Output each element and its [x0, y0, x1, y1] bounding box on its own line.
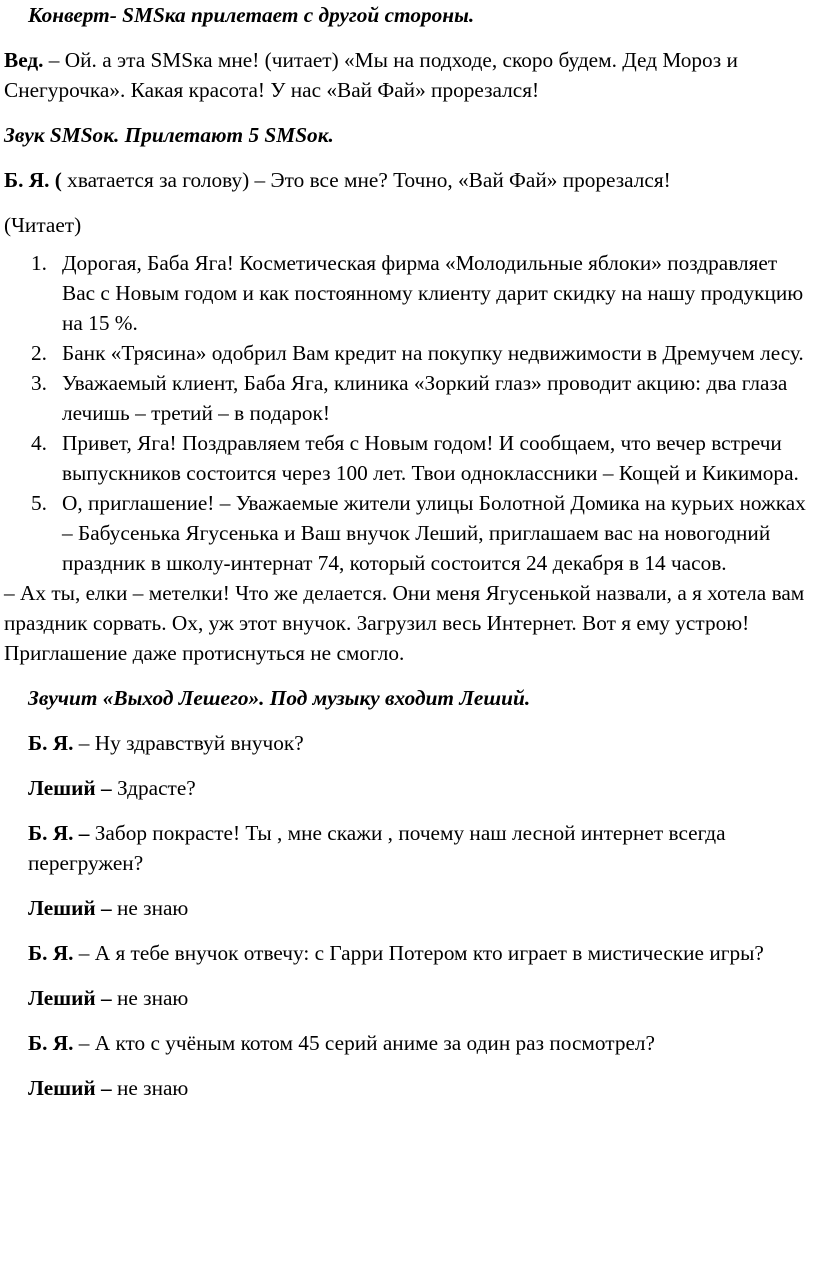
dialogue-line: [4, 983, 814, 1013]
speaker: Леший –: [28, 776, 112, 800]
line-text: не знаю: [111, 1076, 189, 1100]
list-item: [4, 248, 814, 338]
host-line: [4, 45, 814, 105]
line-text: – Ну здравствуй внучок?: [73, 731, 304, 755]
list-number: 1.: [31, 251, 47, 275]
speaker: Б. Я.: [28, 941, 74, 965]
line-text: Забор покрасте! Ты , мне скажи , почему наш лесной интернет всегда перегружен?: [28, 821, 726, 875]
dialogue-line: [4, 773, 814, 803]
reads-note: (Читает): [4, 213, 82, 237]
list-item: [4, 338, 814, 368]
speaker-baba-yaga: Б. Я. (: [4, 168, 62, 192]
list-number: 2.: [31, 341, 47, 365]
stage-direction-leshy: Звучит «Выход Лешего». Под музыку входит Леший.: [28, 686, 531, 710]
speaker-host: Вед.: [4, 48, 44, 72]
speaker: Леший –: [28, 986, 112, 1010]
speaker: Леший –: [28, 1076, 112, 1100]
line-text: – Ой. а эта SMSка мне! (читает) «Мы на подходе, скоро будем. Дед Мороз и Снегурочка». Какая красота! У нас «Вай Фай» прорезался!: [4, 48, 738, 102]
list-item: [4, 368, 814, 428]
speaker: Леший –: [28, 896, 112, 920]
list-item: [4, 488, 814, 578]
baba-yaga-line: [4, 165, 814, 195]
list-text: Уважаемый клиент, Баба Яга, клиника «Зоркий глаз» проводит акцию: два глаза лечишь – третий – в подарок!: [62, 371, 788, 425]
list-text: Банк «Трясина» одобрил Вам кредит на покупку недвижимости в Дремучем лесу.: [62, 341, 804, 365]
list-text: Дорогая, Баба Яга! Косметическая фирма «Молодильные яблоки» поздравляет Вас с Новым годом и как постоянному клиенту дарит скидку на нашу продукцию на 15 %.: [62, 251, 804, 335]
baba-yaga-reaction: – Ах ты, елки – метелки! Что же делается. Они меня Ягусенькой назвали, а я хотела вам праздник сорвать. Ох, уж этот внучок. Загрузил весь Интернет. Вот я ему устрою! Приглашение даже протиснуться не смогло.: [4, 581, 805, 665]
dialogue-line: [4, 818, 814, 878]
dialogue-line: [4, 938, 814, 968]
line-text: хватается за голову) – Это все мне? Точно, «Вай Фай» прорезался!: [61, 168, 671, 192]
speaker: Б. Я.: [28, 731, 74, 755]
list-number: 3.: [31, 371, 47, 395]
stage-direction-sms: Звук SMSок. Прилетают 5 SMSок.: [4, 123, 334, 147]
dialogue-line: [4, 1028, 814, 1058]
list-number: 5.: [31, 491, 47, 515]
dialogue-line: [4, 1073, 814, 1103]
sms-list: [4, 248, 814, 578]
list-number: 4.: [31, 431, 47, 455]
list-text: Привет, Яга! Поздравляем тебя с Новым годом! И сообщаем, что вечер встречи выпускников состоится через 100 лет. Твои одноклассники – Кощей и Кикимора.: [62, 431, 799, 485]
line-text: – А кто с учёным котом 45 серий аниме за один раз посмотрел?: [73, 1031, 655, 1055]
stage-direction-envelope: Конверт- SMSка прилетает с другой стороны.: [28, 3, 475, 27]
dialogue-line: [4, 893, 814, 923]
speaker: Б. Я. –: [28, 821, 90, 845]
speaker: Б. Я.: [28, 1031, 74, 1055]
list-item: [4, 428, 814, 488]
line-text: не знаю: [111, 896, 189, 920]
list-text: О, приглашение! – Уважаемые жители улицы Болотной Домика на курьих ножках – Бабусенька Ягусенька и Ваш внучок Леший, приглашаем вас на новогодний праздник в школу-интернат 74, который состоится 24 декабря в 14 часов.: [62, 491, 806, 575]
dialogue-line: [4, 728, 814, 758]
line-text: – А я тебе внучок отвечу: с Гарри Потером кто играет в мистические игры?: [73, 941, 764, 965]
line-text: Здрасте?: [111, 776, 196, 800]
line-text: не знаю: [111, 986, 189, 1010]
